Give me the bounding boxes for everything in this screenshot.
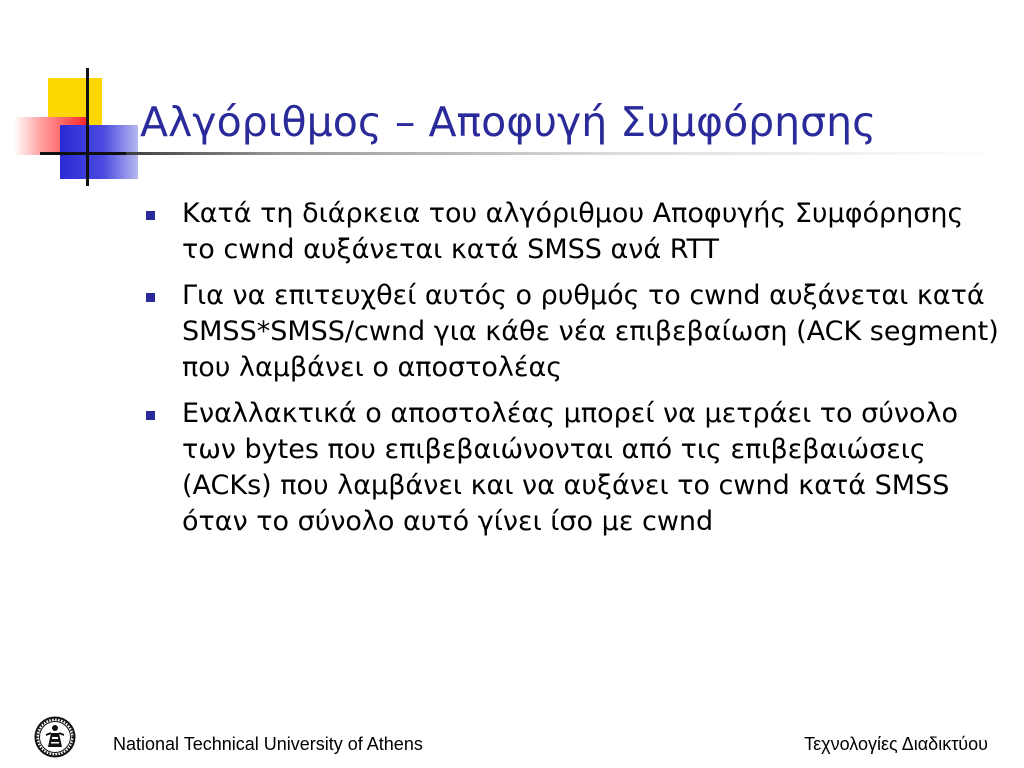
- title-underline-dark: [40, 152, 126, 155]
- title-underline: [40, 152, 1005, 155]
- bullet-item: [182, 396, 1004, 540]
- university-seal-icon: [34, 716, 76, 758]
- square-bullet-icon: [146, 293, 155, 302]
- bullet-item: [182, 278, 1004, 386]
- bullet-text: Εναλλακτικά ο αποστολέας μπορεί να μετράει το σύνολο των bytes που επιβεβαιώνονται από τις επιβεβαιώσεις (ACKs) που λαμβάνει και να αυξάνει το cwnd κατά SMSS όταν το σύνολο αυτό γίνει ίσο με cwnd: [182, 398, 958, 537]
- corner-decoration: [0, 0, 140, 200]
- square-bullet-icon: [146, 211, 155, 220]
- footer-institution: National Technical University of Athens: [113, 734, 423, 754]
- bullet-item: [182, 196, 1004, 268]
- slide-title: Αλγόριθμος – Αποφυγή Συμφόρησης: [140, 98, 877, 146]
- bullet-text: Για να επιτευχθεί αυτός ο ρυθμός το cwnd αυξάνεται κατά SMSS*SMSS/cwnd για κάθε νέα επιβεβαίωση (ACK segment) που λαμβάνει ο αποστολέας: [182, 280, 999, 383]
- footer-course-title: Τεχνολογίες Διαδικτύου: [804, 734, 988, 754]
- vertical-rule: [86, 68, 89, 186]
- bullet-text: Κατά τη διάρκεια του αλγόριθμου Αποφυγής Συμφόρησης το cwnd αυξάνεται κατά SMSS ανά RTT: [182, 198, 964, 265]
- square-bullet-icon: [146, 411, 155, 420]
- bullet-list: [182, 196, 1004, 550]
